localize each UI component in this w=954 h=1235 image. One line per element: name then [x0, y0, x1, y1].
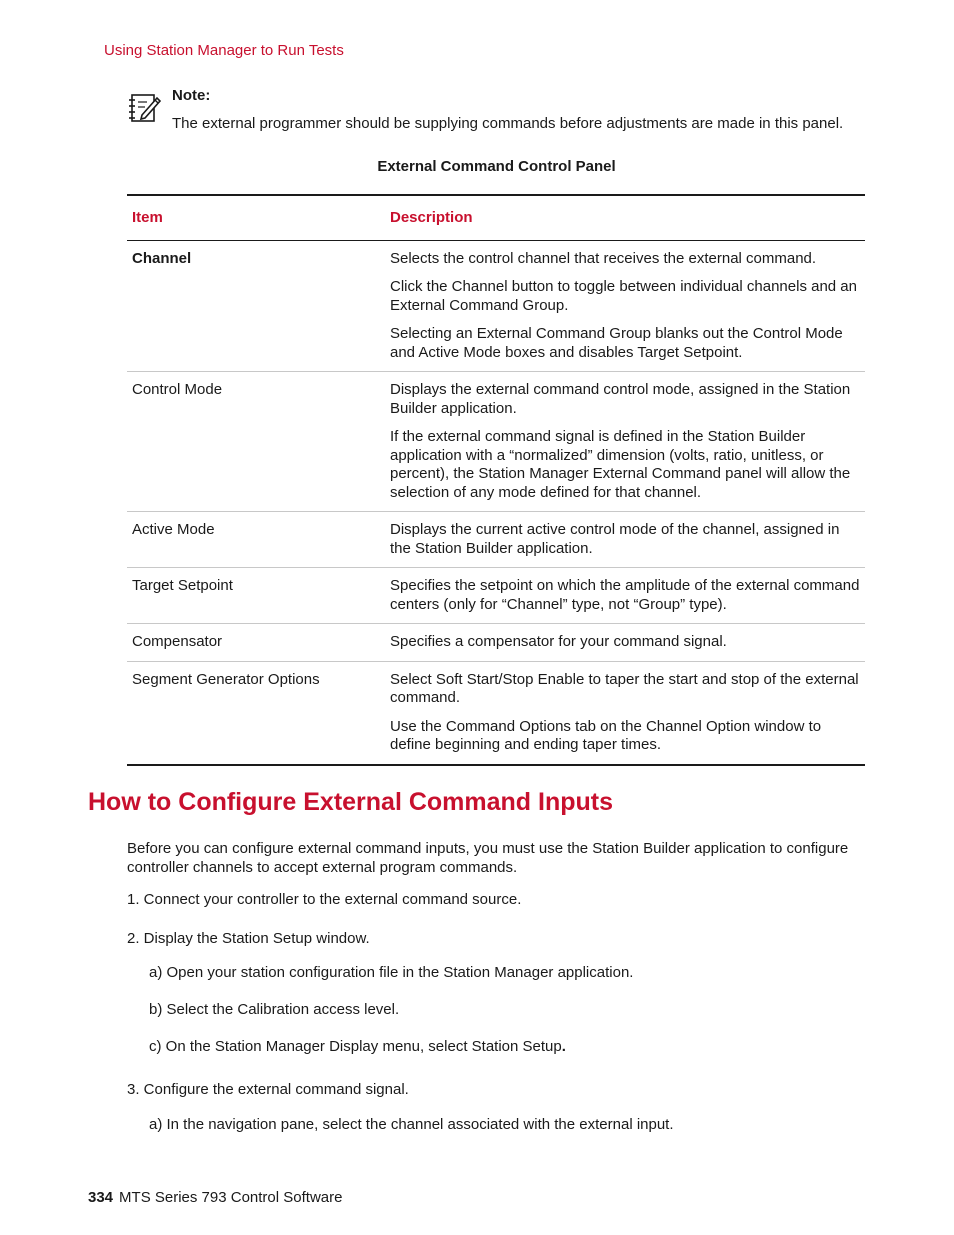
breadcrumb: Using Station Manager to Run Tests	[104, 42, 344, 59]
description-paragraph: Selects the control channel that receives the external command.	[390, 249, 817, 267]
step-3a: a) In the navigation pane, select the channel associated with the external input.	[149, 1116, 674, 1133]
table-row	[127, 624, 865, 662]
page-footer	[88, 1189, 342, 1206]
column-header-description: Description	[385, 195, 865, 240]
step-1: 1. Connect your controller to the external command source.	[127, 891, 522, 908]
step-2c	[149, 1038, 566, 1057]
step-2c-period: .	[561, 1038, 566, 1055]
row-description	[385, 661, 865, 765]
table-row	[127, 512, 865, 568]
row-description	[385, 624, 865, 662]
intro-paragraph: Before you can configure external command inputs, you must use the Station Builder application to configure controller channels to accept external program commands.	[127, 840, 849, 876]
description-paragraph: Selecting an External Command Group blanks out the Control Mode and Active Mode boxes and disables Target Setpoint.	[390, 325, 843, 361]
table-row	[127, 661, 865, 765]
description-paragraph: Select Soft Start/Stop Enable to taper the start and stop of the external command.	[390, 670, 859, 706]
note-pencil-icon	[128, 91, 162, 125]
step-3: 3. Configure the external command signal.	[127, 1081, 409, 1098]
table-caption: External Command Control Panel	[377, 158, 616, 175]
row-item: Active Mode	[127, 512, 385, 568]
step-2a: a) Open your station configuration file in the Station Manager application.	[149, 964, 634, 981]
row-item: Segment Generator Options	[127, 661, 385, 765]
description-paragraph: If the external command signal is defined in the Station Builder application with a “normalized” dimension (volts, ratio, unitless, or percent), the Station Manager External Command panel will allow the selection of any mode defined for that channel.	[390, 428, 851, 501]
description-paragraph: Specifies the setpoint on which the amplitude of the external command centers (only for “Channel” type, not “Group” type).	[390, 577, 860, 613]
footer-title: MTS Series 793 Control Software	[119, 1189, 343, 1206]
step-2: 2. Display the Station Setup window.	[127, 930, 370, 947]
row-description	[385, 240, 865, 372]
table-row	[127, 240, 865, 372]
description-paragraph: Use the Command Options tab on the Channel Option window to define beginning and ending taper times.	[390, 717, 822, 753]
section-heading: How to Configure External Command Inputs	[88, 788, 614, 816]
row-description	[385, 372, 865, 512]
table-header-row	[127, 195, 865, 240]
row-item: Target Setpoint	[127, 568, 385, 624]
row-item: Channel	[127, 240, 385, 372]
row-description	[385, 568, 865, 624]
description-paragraph: Displays the current active control mode of the channel, assigned in the Station Builder application.	[390, 521, 840, 557]
row-description	[385, 512, 865, 568]
description-paragraph: Specifies a compensator for your command signal.	[390, 633, 727, 650]
note-title: Note:	[172, 87, 211, 104]
table-row	[127, 568, 865, 624]
note-text: The external programmer should be supplying commands before adjustments are made in this panel.	[172, 115, 844, 132]
description-paragraph: Click the Channel button to toggle between individual channels and an External Command Group.	[390, 278, 857, 314]
column-header-item: Item	[127, 195, 385, 240]
table-row	[127, 372, 865, 512]
step-2c-text: c) On the Station Manager Display menu, select Station Setup	[149, 1038, 562, 1055]
external-command-table	[127, 194, 865, 766]
page-number: 334	[88, 1189, 114, 1206]
row-item: Compensator	[127, 624, 385, 662]
step-2b: b) Select the Calibration access level.	[149, 1001, 400, 1018]
description-paragraph: Displays the external command control mode, assigned in the Station Builder application.	[390, 381, 851, 417]
row-item: Control Mode	[127, 372, 385, 512]
